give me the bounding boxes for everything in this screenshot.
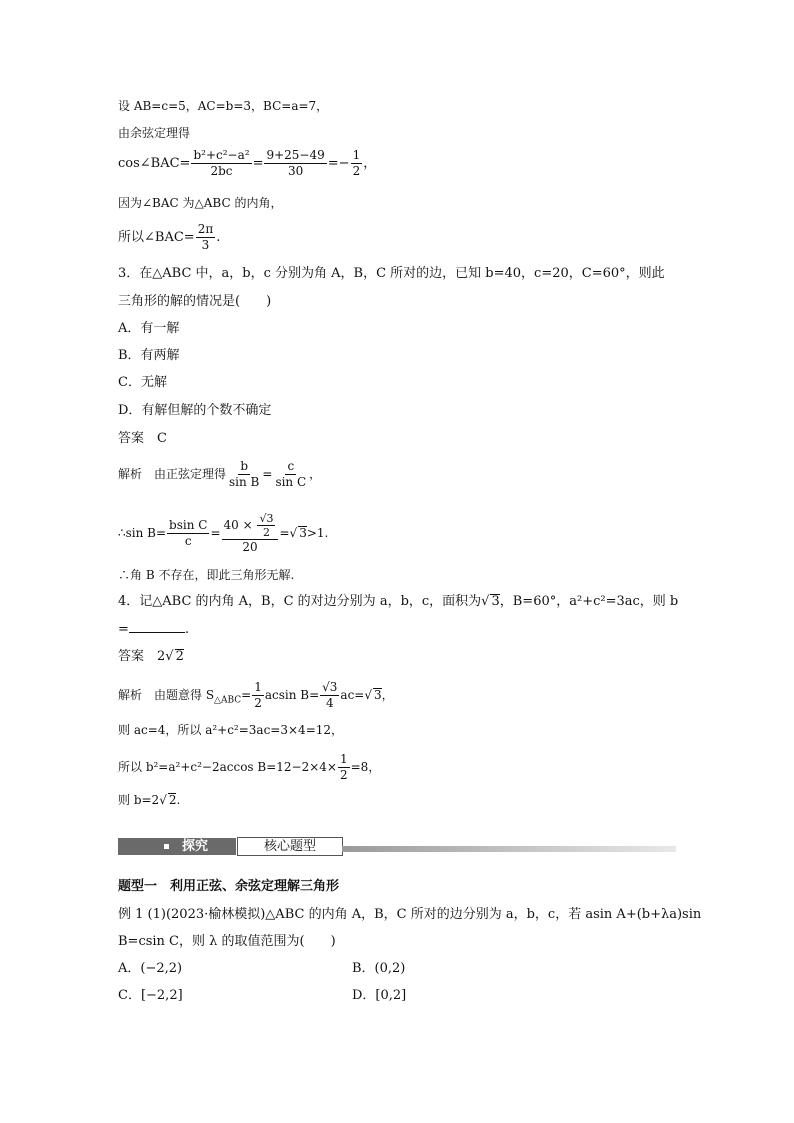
q3-option-b: B．有两解 — [118, 348, 180, 363]
q3-conclusion: ∴角 B 不存在，即此三角形无解. — [118, 568, 295, 582]
q3-option-a: A．有一解 — [118, 321, 180, 336]
answer-blank — [129, 620, 185, 633]
example1-option-d: D．[0,2] — [352, 988, 407, 1003]
fraction — [338, 752, 350, 783]
radicand: 3 — [299, 526, 307, 540]
numerator: 9+25−49 — [266, 148, 325, 162]
fraction — [257, 512, 275, 539]
q3-analysis-line1 — [118, 459, 321, 490]
sqrt-sign: √ — [159, 793, 167, 807]
denominator: 4 — [325, 696, 334, 710]
text: =− — [327, 156, 350, 171]
text: =8， — [350, 760, 381, 774]
sqrt-sign: √ — [481, 594, 490, 609]
fraction — [167, 518, 209, 549]
text: = — [279, 526, 290, 540]
solution-line-result — [118, 222, 220, 253]
q4-stem-line1 — [118, 593, 678, 611]
q3-answer: 答案 C — [118, 431, 167, 446]
text: ac= — [340, 688, 365, 702]
fraction — [264, 148, 326, 179]
text: = — [252, 156, 264, 171]
example1-option-c: C．[−2,2] — [118, 988, 183, 1003]
banner-label-explore: 探究 — [182, 839, 209, 854]
banner-square-icon — [164, 844, 169, 849]
radicand: 2 — [175, 649, 184, 664]
numerator: √3 — [259, 512, 274, 525]
q3-stem-line1: 3．在△ABC 中，a，b，c 分别为角 A，B，C 所对的边，已知 b=40，c=20，C=60°，则此 — [118, 266, 665, 281]
banner-gradient-bar — [342, 846, 676, 852]
radicand: 3 — [491, 594, 500, 609]
text: 4．记△ABC 的内角 A，B，C 的对边分别为 a，b，c，面积为 — [118, 594, 482, 609]
denominator: 2bc — [210, 164, 233, 178]
numerator — [222, 512, 279, 540]
radicand: 3 — [374, 688, 382, 702]
denominator: c — [184, 534, 192, 548]
numerator: 2π — [197, 222, 214, 236]
fraction — [191, 148, 251, 179]
fraction — [320, 680, 339, 711]
example1-option-b: B．(0,2) — [352, 961, 406, 976]
text: 答案 2 — [118, 649, 166, 664]
q4-answer — [118, 648, 184, 666]
q4-analysis-line2: 则 ac=4，所以 a²+c²=3ac=3×4=12， — [118, 723, 344, 737]
fraction — [227, 459, 261, 490]
text: 解析 由正弦定理得 — [118, 467, 227, 481]
sqrt-sign: √ — [364, 688, 373, 702]
text: 解析 由题意得 S — [118, 688, 215, 702]
fraction — [196, 222, 216, 253]
numerator: √3 — [322, 680, 338, 694]
solution-line-inner-angle: 因为∠BAC 为△ABC 的内角， — [118, 196, 283, 210]
denominator: 30 — [287, 164, 304, 178]
text: cos∠BAC= — [118, 156, 191, 171]
example1-line2: B=csin C，则 λ 的取值范围为( ) — [118, 934, 336, 949]
text: = — [241, 688, 252, 702]
text: ， — [309, 467, 322, 481]
fraction — [222, 512, 279, 555]
denominator: sin B — [229, 475, 260, 489]
text: 则 b=2 — [118, 793, 160, 807]
subscript: △ABC — [214, 695, 242, 706]
denominator: 2 — [352, 164, 361, 178]
banner-dark-bar — [118, 838, 236, 855]
q3-option-c: C．无解 — [118, 375, 167, 390]
text: . — [184, 622, 190, 637]
solution-line-setup: 设 AB=c=5，AC=b=3，BC=a=7， — [118, 99, 329, 113]
numerator: 1 — [254, 680, 262, 694]
q3-option-d: D．有解但解的个数不确定 — [118, 403, 272, 418]
example1-option-a: A．(−2,2) — [118, 961, 183, 976]
example1-line1: 例 1 (1)(2023·榆林模拟)△ABC 的内角 A，B，C 所对的边分别为 a，b，c，若 asin A+(b+λa)sin — [118, 907, 702, 922]
denominator: 2 — [339, 768, 348, 782]
solution-line-cos-calc — [118, 148, 376, 179]
type1-title: 题型一 利用正弦、余弦定理解三角形 — [118, 879, 340, 894]
numerator: 1 — [339, 752, 348, 766]
q3-analysis-line2 — [118, 512, 328, 555]
numerator: 1 — [352, 148, 361, 162]
text: 所以∠BAC= — [118, 230, 195, 245]
numerator: b — [240, 459, 249, 473]
text: acsin B= — [264, 688, 320, 702]
denominator: 20 — [242, 540, 258, 554]
text: = — [262, 467, 273, 481]
numerator: bsin C — [169, 518, 208, 532]
q4-stem-line2 — [118, 620, 189, 639]
sqrt-sign: √ — [165, 649, 174, 664]
text: = — [118, 622, 129, 637]
fraction — [351, 148, 363, 179]
sqrt-sign: √ — [289, 526, 298, 540]
solution-line-cosine-law: 由余弦定理得 — [118, 126, 191, 140]
denominator: 2 — [262, 526, 270, 539]
text: 40 × — [223, 518, 257, 532]
radicand: 2 — [168, 793, 177, 807]
denominator: 2 — [254, 696, 262, 710]
section-banner — [118, 837, 676, 857]
banner-label-core-types: 核心题型 — [237, 837, 343, 856]
text: 所以 b²=a²+c²−2accos B=12−2×4× — [118, 760, 337, 774]
text: . — [176, 793, 181, 807]
text: = — [210, 526, 221, 540]
numerator: b²+c²−a² — [193, 148, 250, 162]
fraction — [252, 680, 264, 711]
text: ，B=60°，a²+c²=3ac，则 b — [499, 594, 679, 609]
text: >1. — [306, 526, 329, 540]
denominator: sin C — [275, 475, 307, 489]
text: ∴sin B= — [118, 526, 167, 540]
text: ， — [381, 688, 394, 702]
denominator: 3 — [201, 238, 210, 252]
text: ， — [363, 156, 377, 171]
q4-analysis-line1 — [118, 680, 394, 711]
fraction — [273, 459, 308, 490]
q4-analysis-line3 — [118, 752, 380, 783]
q3-stem-line2: 三角形的解的情况是( ) — [118, 294, 272, 309]
numerator: c — [287, 459, 295, 473]
q4-analysis-line4 — [118, 791, 180, 809]
text: . — [216, 230, 221, 245]
